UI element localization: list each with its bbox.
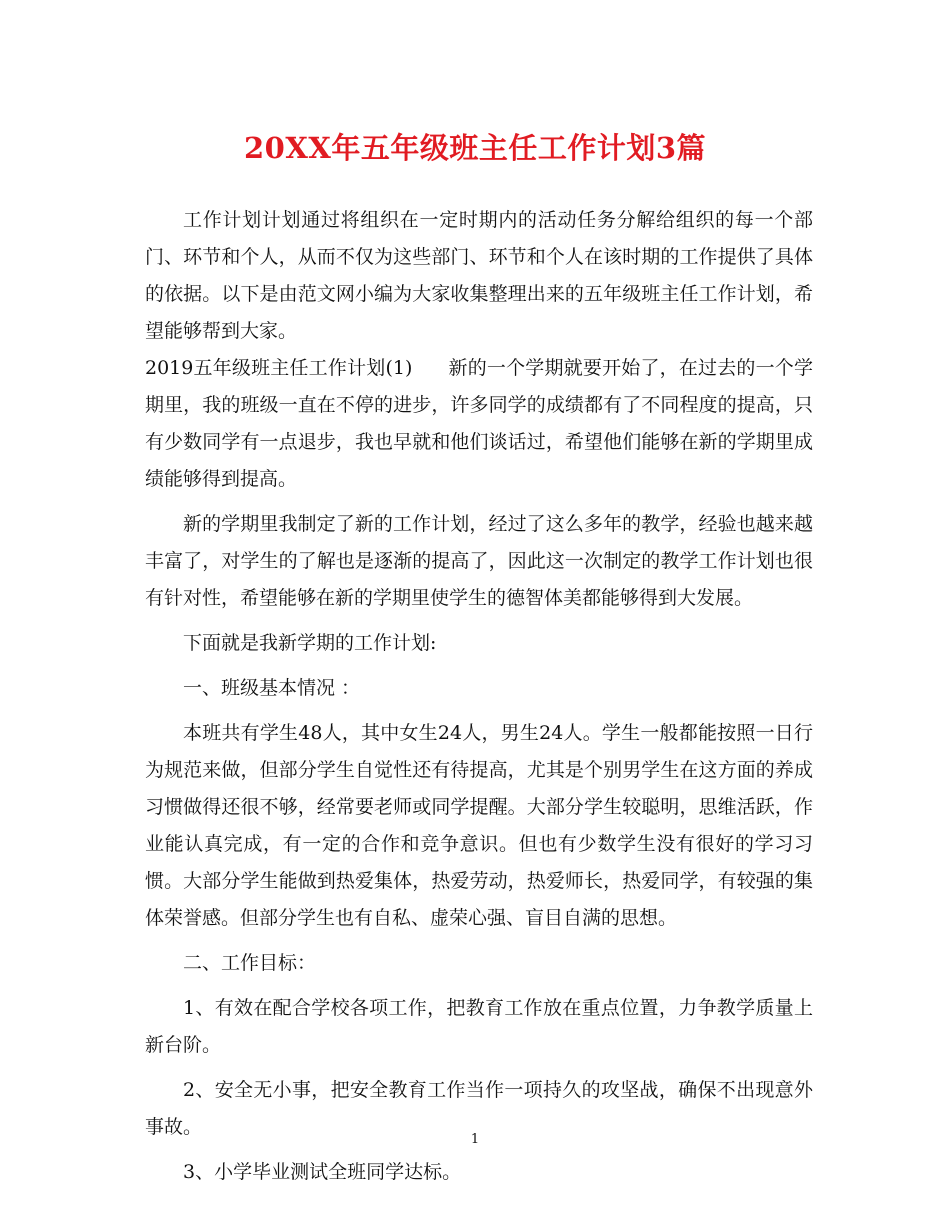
section-1-heading: 2019五年级班主任工作计划(1): [145, 357, 413, 379]
page-number: 1: [470, 1132, 480, 1147]
document-body: [145, 202, 813, 1191]
document-title: 20XX年五年级班主任工作计划3篇: [243, 131, 707, 165]
goal-item-1: 1、有效在配合学校各项工作，把教育工作放在重点位置，力争教学质量上新台阶。: [145, 997, 813, 1056]
class-situation-paragraph: 本班共有学生48人，其中女生24人，男生24人。学生一般都能按照一日行为规范来做，但部分学生自觉性还有待提高，尤其是个别男学生在这方面的养成习惯做得还很不够，经常要老师或同学提醒。大部分学生较聪明，思维活跃，作业能认真完成，有一定的合作和竞争意识。但也有少数学生没有很好的学习习惯。大部分学生能做到热爱集体，热爱劳动，热爱师长，热爱同学，有较强的集体荣誉感。但部分学生也有自私、虚荣心强、盲目自满的思想。: [145, 722, 813, 929]
plan-intro-line: 下面就是我新学期的工作计划:: [183, 632, 437, 654]
goal-item-2: 2、安全无小事，把安全教育工作当作一项持久的攻坚战，确保不出现意外事故。: [145, 1079, 813, 1138]
section-1-paragraph: [145, 350, 813, 498]
goal-item-3: 3、小学毕业测试全班同学达标。: [183, 1161, 462, 1183]
section-1-text: 新的一个学期就要开始了，在过去的一个学期里，我的班级一直在不停的进步，许多同学的成绩都有了不同程度的提高，只有少数同学有一点退步，我也早就和他们谈话过，希望他们能够在新的学期里成绩能够得到提高。: [145, 357, 813, 490]
heading-class-situation: 一、班级基本情况 ：: [183, 677, 361, 699]
heading-work-goals: 二、工作目标：: [183, 952, 317, 974]
plan-paragraph: 新的学期里我制定了新的工作计划，经过了这么多年的教学，经验也越来越丰富了，对学生的了解也是逐渐的提高了，因此这一次制定的教学工作计划也很有针对性，希望能够在新的学期里使学生的德智体美都能够得到大发展。: [145, 513, 813, 609]
intro-paragraph: 工作计划计划通过将组织在一定时期内的活动任务分解给组织的每一个部门、环节和个人，从而不仅为这些部门、环节和个人在该时期的工作提供了具体的依据。以下是由范文网小编为大家收集整理出来的五年级班主任工作计划，希望能够帮到大家。: [145, 209, 813, 342]
